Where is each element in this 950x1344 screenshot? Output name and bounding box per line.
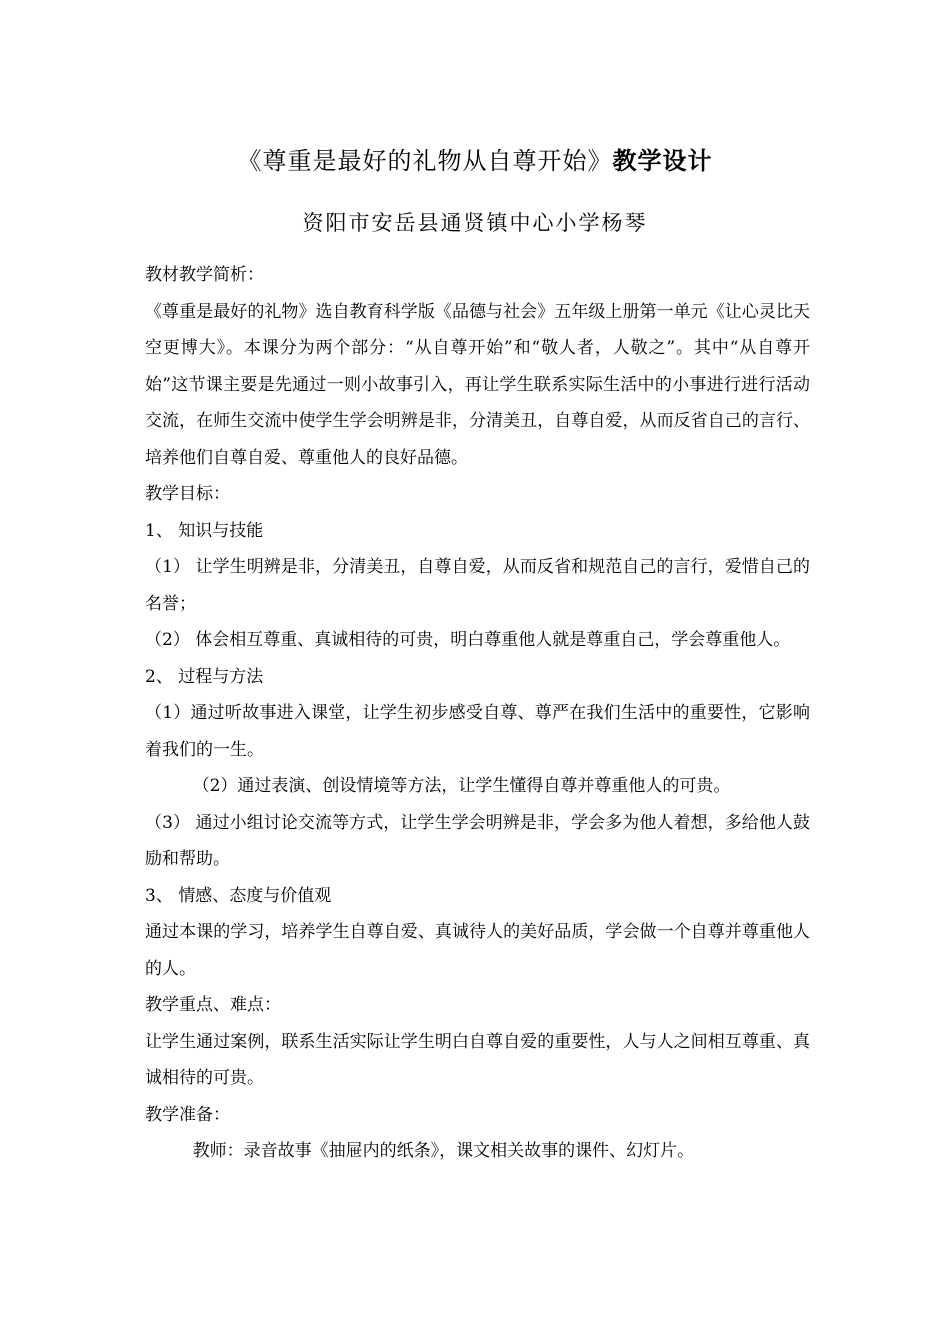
document-body — [145, 257, 810, 1170]
document-title-main: 《尊重是最好的礼物从自尊开始》 — [237, 147, 613, 175]
goal-heading-emotion-values: 3、 情感、态度与价值观 — [145, 885, 332, 906]
section-heading-textbook-analysis: 教材教学简析： — [145, 265, 264, 285]
goal-item-2-2: （2）通过表演、创设情境等方法，让学生懂得自尊并尊重他人的可贵。 — [192, 776, 731, 796]
paragraph-preparation: 教师：录音故事《抽屉内的纸条》，课文相关故事的课件、幻灯片。 — [192, 1141, 695, 1161]
goal-item-1-2: （2） 体会相互尊重、真诚相待的可贵，明白尊重他人就是尊重自己，学会尊重他人。 — [145, 630, 791, 650]
document-title-suffix: 教学设计 — [612, 147, 713, 175]
section-heading-key-points: 教学重点、难点： — [145, 995, 281, 1015]
section-heading-preparation: 教学准备： — [145, 1104, 230, 1125]
goal-item-2-3: （3） 通过小组讨论交流等方式，让学生学会明辨是非，学会多为他人着想，多给他人鼓励和帮助。 — [145, 812, 810, 869]
goal-heading-process-methods: 2、 过程与方法 — [145, 666, 264, 687]
goal-heading-knowledge-skills: 1、 知识与技能 — [145, 520, 264, 541]
author-line: 资阳市安岳县通贤镇中心小学杨琴 — [302, 211, 648, 235]
paragraph-textbook-analysis: 《尊重是最好的礼物》选自教育科学版《品德与社会》五年级上册第一单元《让心灵比天空更博大》。本课分为两个部分：“从自尊开始”和“敬人者，人敬之”。其中“从自尊开始”这节课主要是先通过一则小故事引入，再让学生联系实际生活中的小事进行进行活动交流，在师生交流中使学生学会明辨是非，分清美丑，自尊自爱，从而反省自己的言行、培养他们自尊自爱、尊重他人的良好品德。 — [145, 301, 810, 468]
section-heading-teaching-goals: 教学目标： — [145, 484, 230, 504]
paragraph-key-points: 让学生通过案例，联系生活实际让学生明白自尊自爱的重要性，人与人之间相互尊重、真诚相待的可贵。 — [145, 1031, 810, 1088]
goal-item-1-1: （1） 让学生明辨是非，分清美丑，自尊自爱，从而反省和规范自己的言行，爱惜自己的名誉； — [145, 557, 810, 614]
goal-item-3: 通过本课的学习，培养学生自尊自爱、真诚待人的美好品质，学会做一个自尊并尊重他人的人。 — [145, 922, 810, 979]
goal-item-2-1: （1）通过听故事进入课堂，让学生初步感受自尊、尊严在我们生活中的重要性，它影响着我们的一生。 — [145, 703, 810, 760]
document-title — [0, 146, 950, 176]
